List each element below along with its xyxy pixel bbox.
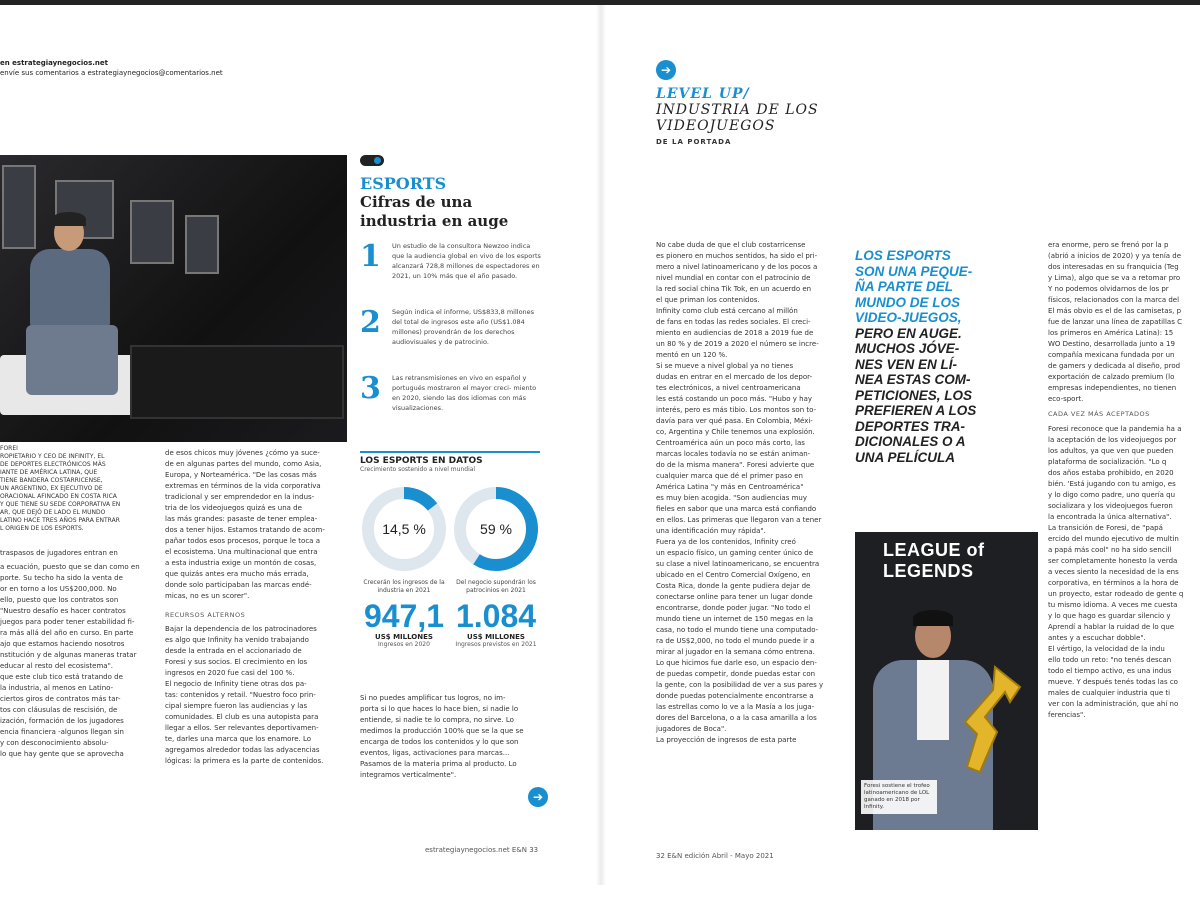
column-text — [656, 240, 841, 746]
text-line: (abrió a inicios de 2020) y ya tenía de — [1048, 252, 1182, 260]
text-line: tos con cláusulas de rescisión, de — [0, 706, 118, 714]
text-line: fue de lanzar una línea de zapatillas C — [1048, 318, 1182, 326]
text-line: tria de los videojuegos quizá es una de — [165, 504, 302, 512]
column-text — [165, 624, 347, 767]
text-line: que quizás antes era mucho más errada, — [165, 570, 309, 578]
text-line: micas, no es un scorer". — [165, 592, 250, 600]
text-line: ra más allá del año en curso. En parte — [0, 629, 134, 637]
text-line: ello todo un reto: "no tenés descan — [1048, 656, 1172, 664]
text-line: una identificación muy rápida". — [656, 527, 766, 535]
text-line: y Lima), algo que se va a retomar pro — [1048, 274, 1181, 282]
text-line: antes y a escuchar dobble". — [1048, 634, 1146, 642]
text-line: tradicional y ser emprendedor en la indus- — [165, 493, 315, 501]
column-text — [165, 448, 347, 602]
text-line: donde puedas potencialmente encontrarse a — [656, 692, 814, 700]
text-line: El negocio de Infinity tiene otras dos pa- — [165, 680, 307, 688]
text-line: corporativa, en términos a la hora de — [1048, 579, 1179, 587]
text-line: socializara y los videojuegos fueron — [1048, 502, 1173, 510]
header-website[interactable]: en estrategiaynegocios.net — [0, 59, 108, 67]
text-line: la aceptación de los videojuegos por — [1048, 436, 1177, 444]
text-line: donde solo participaban las marcas endé- — [165, 581, 312, 589]
text-line: comunidades. El club es una autopista para — [165, 713, 319, 721]
text-line: mentó en un 120 %. — [656, 351, 728, 359]
text-line: es pionero en muchos sentidos, ha sido el pri- — [656, 252, 818, 260]
big-number-2: 1.084 US$ MILLONES Ingresos previstos en 2021 — [455, 598, 537, 648]
text-line: a veces siento la necesidad de la ens — [1048, 568, 1179, 576]
text-line: males de cualquier industria que ti — [1048, 689, 1171, 697]
text-line: nstitución y de algunas maneras tratar — [0, 651, 137, 659]
glass-table — [130, 345, 344, 419]
right-article-column-3 — [1048, 240, 1200, 721]
text-line: empresas independientes, no tienen — [1048, 384, 1177, 392]
text-line: Pasamos de la materia prima al producto. Lo — [360, 760, 517, 768]
subhead-aceptados: CADA VEZ MÁS ACEPTADOS — [1048, 410, 1150, 418]
column-text — [1048, 240, 1200, 405]
text-line: Infinity como club está cercano al millón — [656, 307, 798, 315]
text-line: ferencias". — [1048, 711, 1086, 719]
lol-logo: LEAGUE of LEGENDS — [883, 540, 985, 581]
text-line: Bajar la dependencia de los patrocinadores — [165, 625, 317, 633]
text-line: las estrellas como lo ve a la Masía a los juga- — [656, 703, 815, 711]
text-line: te, darles una marca que los enamore. Lo — [165, 735, 312, 743]
donut-chart-2: 59 % Del negocio supondrán los patrocinios en 2021 — [452, 485, 540, 595]
section-subtitle: INDUSTRIA DE LOS — [656, 102, 819, 118]
text-line: El más obvio es el de las camisetas, p — [1048, 307, 1182, 315]
text-line: de puedas competir, donde puedas estar con — [656, 670, 816, 678]
text-line: América Latina "y más en Centroamérica" — [656, 483, 804, 491]
text-line: ización, formación de los jugadores — [0, 717, 124, 725]
text-line: compañía mexicana fundada por un — [1048, 351, 1175, 359]
text-line: un espacio físico, un gaming center único de — [656, 549, 814, 557]
page-gutter — [596, 5, 606, 885]
text-line: los adultos, ya que ven que pueden — [1048, 447, 1174, 455]
text-line: de gamers y dedicada al diseño, prod — [1048, 362, 1181, 370]
text-line: su clase a nivel latinoamericano, se encuentra — [656, 560, 820, 568]
text-line: desde la entrada en el accionariado de — [165, 647, 302, 655]
text-line: encarga de todos los contenidos y lo que son — [360, 738, 519, 746]
text-line: Europa, y Norteamérica. "De las cosas más — [165, 471, 317, 479]
left-article-column-3 — [360, 693, 540, 781]
text-line: juegos para poder tener estabilidad fi- — [0, 618, 135, 626]
donut-chart-1: 14,5 % Crecerán los ingresos de la industria en 2021 — [360, 485, 448, 595]
text-line: agregamos alrededor todas las adyacencias — [165, 746, 320, 754]
stat-item: 3 Las retransmisiones en vivo en español y portugués mostraron el mayor creci- miento en 2020, siendo las dos idiomas con más visualizaciones. — [360, 371, 537, 412]
svg-text:59 %: 59 % — [480, 521, 512, 537]
text-line: tu mismo idioma. A veces me cuesta — [1048, 601, 1178, 609]
text-line: co, Argentina y Chile tenemos una explosión. — [656, 428, 815, 436]
left-article-column-1: traspasos de jugadores entran en a ecuación, puesto que se dan como en porte. Su techo ha sido la venta de or en torno a los US$200,000. No ello, puesto que los contratos son "Nuestro desafío es hacer contratos juegos para poder tener estabilidad fi- ra más allá del año en curso. En parte ajo que estamos haciendo nosotros nstitución y de algunas maneras tratar educar al resto del ecosistema". que este club tico está tratando de la industria, al menos en Latino- ciertos giros de contratos más tar- tos con cláusulas de rescisión, de ización, formación de los jugadores encia financiera -algunos llegan sin y con desconocimiento absolu- lo que hay gente que se aprovecha — [0, 548, 155, 760]
text-line: a esta industria exige un montón de cosas, — [165, 559, 317, 567]
text-line: el ecosistema. Una multinacional que entra — [165, 548, 318, 556]
pull-quote-black: PERO EN AUGE. MUCHOS JÓVE- NES VEN EN LÍ- NEA ESTAS COM- PETICIONES, LOS PREFIEREN A LOS DEPORTES TRA- DICIONALES O A UNA PELÍCULA — [855, 325, 977, 465]
text-line: un proyecto, estar rodeado de gente q — [1048, 590, 1184, 598]
photo-foresi-gaming-room — [0, 155, 347, 442]
text-line: porte. Su techo ha sido la venta de — [0, 574, 123, 582]
big-number-1: 947,1 US$ MILLONES Ingresos en 2020 — [363, 598, 445, 648]
text-line: físicos, relacionados con la marca del — [1048, 296, 1180, 304]
text-line: Y no podemos olvidarnos de los pr — [1048, 285, 1169, 293]
text-line: ver con la administración, que ahí no — [1048, 700, 1179, 708]
subhead-recursos: RECURSOS ALTERNOS — [165, 611, 246, 619]
text-line: dos interesadas en su franquicia (Teg — [1048, 263, 1179, 271]
text-line: tes electrónicos, a nivel centroamericana — [656, 384, 801, 392]
text-line: todo el tiempo activo, es una indus — [1048, 667, 1172, 675]
toggle-icon — [360, 155, 384, 166]
text-line: Fuera ya de los contenidos, Infinity creó — [656, 538, 796, 546]
text-line: es algo que Infinity ha venido trabajando — [165, 636, 309, 644]
text-line: la gente, con la posibilidad de ver a sus pares y — [656, 681, 824, 689]
text-line: y lo que hago es guardar silencio y — [1048, 612, 1171, 620]
text-line: Costa Rica, donde la gente pudiera dejar de — [656, 582, 811, 590]
text-line: la industria, al menos en Latino- — [0, 684, 114, 692]
esports-tag: ESPORTS — [360, 174, 447, 193]
text-line: fieles en sabor que una marca está confiando — [656, 505, 817, 513]
trophy-icon — [955, 662, 1025, 782]
text-line: Aprendí a hablar la ruidad de lo que — [1048, 623, 1175, 631]
pull-quote-blue: LOS ESPORTS SON UNA PEQUE- ÑA PARTE DEL MUNDO DE LOS VIDEO-JUEGOS, — [855, 248, 973, 325]
text-line: lógicas: la primera es la parte de contenidos. — [165, 757, 324, 765]
text-line: el que priman los contenidos. — [656, 296, 760, 304]
text-line: Si no puedes amplificar tus logros, no im- — [360, 694, 506, 702]
text-line: mueve. Y después tenés todas las co — [1048, 678, 1178, 686]
text-line: ciertos giros de contratos más tar- — [0, 695, 121, 703]
next-arrow-icon[interactable]: ➔ — [528, 787, 548, 807]
column-text — [1048, 424, 1200, 721]
column-text — [0, 562, 155, 760]
data-subtitle: Crecimiento sostenido a nivel mundial — [360, 466, 476, 473]
folio-right: 32 E&N edición Abril - Mayo 2021 — [656, 852, 774, 860]
text-line: que este club tico está tratando de — [0, 673, 123, 681]
text-line: Foresi y sus socios. El crecimiento en los — [165, 658, 308, 666]
text-line: ello, puesto que los contratos son — [0, 596, 119, 604]
text-line: El vértigo, la velocidad de la indu — [1048, 645, 1165, 653]
text-line: la encontrada la única alternativa". — [1048, 513, 1172, 521]
text-line: bién. 'Está jugando con tu amigo, es — [1048, 480, 1176, 488]
stat-item: 1 Un estudio de la consultora Newzoo indica que la audiencia global en vivo de los esports alcanzará 728,8 millones de espectadores en 2021, un 10% más que el año pasado. — [360, 239, 541, 280]
text-line: ser completamente honesto la verda — [1048, 557, 1178, 565]
text-line: "Nuestro desafío es hacer contratos — [0, 607, 126, 615]
photo-foresi-trophy — [855, 532, 1038, 830]
column-text — [360, 693, 540, 781]
text-line: dos a tener hijos. Estamos tratando de acom- — [165, 526, 325, 534]
text-line: Si se mueve a nivel global ya no tienes — [656, 362, 794, 370]
text-line: ercido del mundo ejecutivo de multin — [1048, 535, 1179, 543]
section-title: LEVEL UP/ — [656, 86, 750, 102]
text-line: conectarse online para tener un lugar donde — [656, 593, 813, 601]
folio-left: estrategiaynegocios.net E&N 33 — [425, 846, 539, 854]
stat-item: 2 Según indica el informe, US$833,8 millones del total de ingresos este año (US$1.084 millones) provendrán de los derechos audiovisuales y de patrocinio. — [360, 305, 535, 346]
text-line: Foresi reconoce que la pandemia ha a — [1048, 425, 1182, 433]
left-article-column-2 — [165, 448, 347, 767]
text-line: or en torno a los US$200,000. No — [0, 585, 117, 593]
text-line: y con desconocimiento absolu- — [0, 739, 109, 747]
text-line: encontrarse, donde poder jugar. "No todo el — [656, 604, 811, 612]
esports-title: Cifras de una industria en auge — [360, 193, 509, 230]
text-line: medimos la producción 100% que se la que se — [360, 727, 524, 735]
text-line: en ellos. Las primeras que llegaron van a tener — [656, 516, 822, 524]
left-page-header — [0, 58, 300, 78]
text-line: y lo digo como padre, uno quería qu — [1048, 491, 1176, 499]
wall-frame — [130, 200, 174, 264]
text-line: dos años estaba prohibido, en 2020 — [1048, 469, 1174, 477]
text-line: a papá más cool" no ha sido sencill — [1048, 546, 1172, 554]
text-line: cualquier marca que dé el primer paso en — [656, 472, 803, 480]
photo-caption-right: Foresi sostiene el trofeo latinoamericano de LOL ganado en 2018 por Infinity. — [861, 780, 937, 814]
text-line: plataforma de socialización. "Lo q — [1048, 458, 1167, 466]
text-line: La proyección de ingresos de esta parte — [656, 736, 797, 744]
text-line: pañar todos esos procesos, porque le toca a — [165, 537, 320, 545]
text-line: eco-sport. — [1048, 395, 1084, 403]
text-line: mundo tiene un internet de 150 megas en la — [656, 615, 814, 623]
text-line: mero a nivel latinoamericano y de los pocos a — [656, 263, 818, 271]
text-line: dudas en entrar en el mercado de los depor- — [656, 373, 813, 381]
text-line: marcas locales todavía no se están animan- — [656, 450, 811, 458]
text-line: jugadores de Boca". — [656, 725, 727, 733]
text-line: entiende, si nadie te lo compra, no sirve. Lo — [360, 716, 514, 724]
text-line: exportación de calzado premium (lo — [1048, 373, 1175, 381]
wall-frame — [185, 215, 219, 274]
text-line: era enorme, pero se frenó por la p — [1048, 241, 1169, 249]
esports-data-panel — [360, 451, 540, 648]
text-line: ubicado en el Centro Comercial Oxígeno, en — [656, 571, 811, 579]
text-line: de en algunas partes del mundo, como Asia, — [165, 460, 322, 468]
data-title: LOS ESPORTS EN DATOS — [360, 456, 483, 466]
text-line: casa, no todo el mundo tiene una computado- — [656, 626, 819, 634]
text-line: cipal siempre fueron las audiencias y las — [165, 702, 308, 710]
text-line: a ecuación, puesto que se dan como en — [0, 563, 140, 571]
text-line: nivel mundial en contar con el patrocinio de — [656, 274, 811, 282]
right-page-header — [656, 86, 819, 146]
donut-svg — [452, 485, 540, 573]
text-line: mirar al jugador en la semana cómo entrena. — [656, 648, 815, 656]
text-line: ra de US$2,000, no todo el mundo puede ir a — [656, 637, 815, 645]
text-line: de esos chicos muy jóvenes ¿cómo ya suce- — [165, 449, 320, 457]
text-line: Centroamérica aún un poco más corto, las — [656, 439, 805, 447]
text-line: extremas en términos de la vida corporativa — [165, 482, 321, 490]
text-line: miento en audiencias de 2018 a 2019 fue de — [656, 329, 814, 337]
right-article-column-1 — [656, 240, 841, 746]
text-line: lo que hay gente que se aprovecha — [0, 750, 124, 758]
text-line: es muy bien acogida. "Son audiencias muy — [656, 494, 807, 502]
svg-text:14,5 %: 14,5 % — [382, 521, 426, 537]
text-line: interés, pero es más tibio. Los montos son to- — [656, 406, 817, 414]
section-subtitle: VIDEOJUEGOS — [656, 118, 776, 134]
text-line: do de la misma manera". Foresi advierte que — [656, 461, 815, 469]
text-line: les está costando un poco más. "Hubo y hay — [656, 395, 813, 403]
text-line: encia financiera -algunos llegan sin — [0, 728, 124, 736]
person-figure — [20, 215, 120, 415]
text-line: las más grandes: pasaste de tener emplea- — [165, 515, 318, 523]
text-line: La transición de Foresi, de "papá — [1048, 524, 1163, 532]
text-line: de fans en todas las redes sociales. El creci- — [656, 318, 811, 326]
text-line: ajo que estamos haciendo nosotros — [0, 640, 125, 648]
text-line: la red social china Tik Tok, en un acuerdo en — [656, 285, 812, 293]
text-line: llegar a ellos. Ser relevantes deportivamen- — [165, 724, 319, 732]
section-kicker: DE LA PORTADA — [656, 138, 732, 146]
text-line: WO Destino, desarrollada junto a 19 — [1048, 340, 1175, 348]
text-line: integramos verticalmente". — [360, 771, 457, 779]
pull-quote — [855, 248, 980, 465]
text-line: Lo que hicimos fue darle eso, un espacio den- — [656, 659, 817, 667]
text-line: dores del Barcelona, o a la casa amarilla a los — [656, 714, 817, 722]
donut-svg — [360, 485, 448, 573]
header-comments: envíe sus comentarios a estrategiaynegocios@comentarios.net — [0, 69, 223, 77]
text-line: No cabe duda de que el club costarricense — [656, 241, 806, 249]
esports-box — [360, 155, 545, 429]
text-line: un 80 % y de 2019 a 2020 el número se incre- — [656, 340, 819, 348]
text-line: ingresos en 2020 fue casi del 100 %. — [165, 669, 295, 677]
text-line: los primeros en América Latina): 15 — [1048, 329, 1174, 337]
section-arrow-icon[interactable]: ➔ — [656, 60, 676, 80]
photo-caption-left: FOREI ROPIETARIO Y CEO DE INFINITY, EL DE DEPORTES ELECTRÓNICOS MÁS IANTE DE AMÉRICA LATINA, QUE TIENE BANDERA COSTARRICENSE, UN ARGENTINO, EX EJECUTIVO DE ORACIONAL AFINCADO EN COSTA RICA Y QUE TIENE SU SEDE CORPORATIVA EN AR, QUE DEJÓ DE LADO EL MUNDO LATINO HACE TRES AÑOS PARA ENTRAR L ORIGEN DE LOS ESPORTS. — [0, 445, 121, 532]
text-line: eventos, ligas, activaciones para marcas... — [360, 749, 510, 757]
text-line: educar al resto del ecosistema". — [0, 662, 114, 670]
text-line: porta si lo que haces lo hace bien, si nadie lo — [360, 705, 519, 713]
text-line: davía para ver qué pasa. En Colombia, Méxi- — [656, 417, 813, 425]
text-line: tas: contenidos y retail. "Nuestro foco prin- — [165, 691, 316, 699]
